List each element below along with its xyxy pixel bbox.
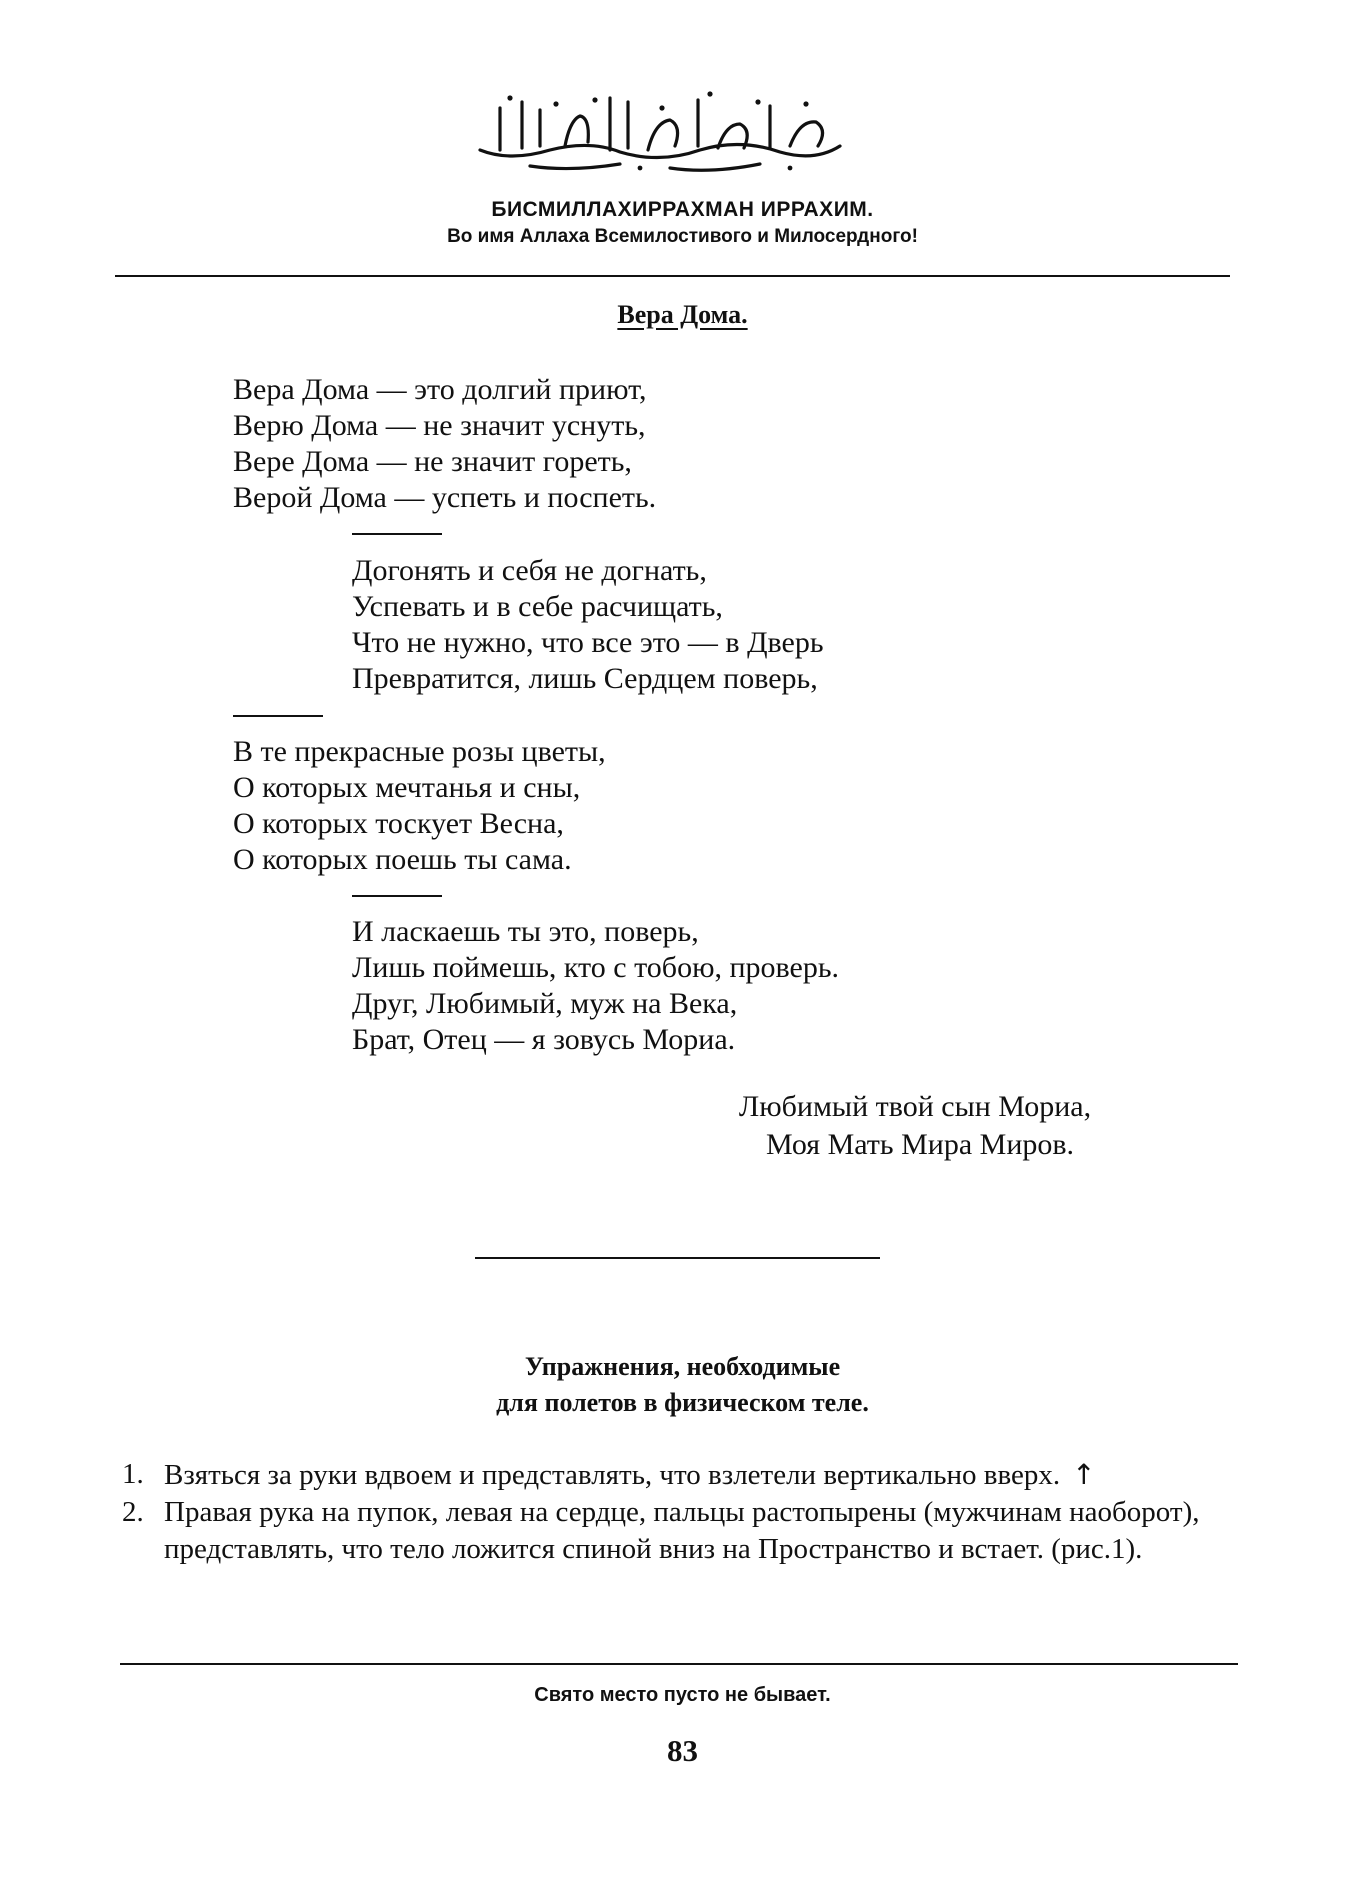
list-item-number: 2.	[122, 1496, 144, 1528]
section-divider	[475, 1257, 880, 1259]
list-item-number: 1.	[122, 1458, 144, 1490]
stanza-divider	[352, 895, 442, 897]
header-divider	[115, 275, 1230, 277]
poem-line: И ласкаешь ты это, поверь,	[352, 915, 699, 948]
up-arrow-icon: ↑	[1072, 1458, 1096, 1491]
poem-title: Вера Дома.	[617, 300, 748, 329]
stanza-divider	[352, 533, 442, 535]
poem-signature	[700, 1088, 1130, 1164]
signature-line: Любимый твой сын Мориа,	[738, 1090, 1092, 1123]
poem-line: Что не нужно, что все это — в Дверь	[352, 626, 824, 659]
poem-line: Вере Дома — не значит гореть,	[233, 445, 632, 478]
poem-line: Верю Дома — не значит уснуть,	[233, 409, 646, 442]
poem-line: Друг, Любимый, муж на Века,	[352, 987, 738, 1020]
poem-line: В те прекрасные розы цветы,	[233, 735, 606, 768]
exercises-title-line: Упражнения, необходимые	[524, 1352, 841, 1381]
list-item	[122, 1456, 1242, 1494]
poem-line: Догонять и себя не догнать,	[352, 554, 707, 587]
bismillah-calligraphy-icon	[470, 80, 850, 175]
poem-line: Превратится, лишь Сердцем поверь,	[352, 662, 818, 695]
stanza-divider	[233, 715, 323, 717]
list-item	[122, 1494, 1242, 1568]
poem-line: Успевать и в себе расчищать,	[352, 590, 723, 623]
poem-stanza-4	[352, 914, 839, 1058]
poem-line: О которых поешь ты сама.	[233, 843, 572, 876]
poem-stanza-1	[233, 372, 656, 516]
page-number: 83	[667, 1733, 698, 1768]
header-subtitle: Во имя Аллаха Всемилостивого и Милосердного!	[447, 226, 918, 247]
poem-line: О которых мечтанья и сны,	[233, 771, 581, 804]
poem-stanza-3	[233, 734, 606, 878]
list-item-text: Взяться за руки вдвоем и представлять, что взлетели вертикально вверх.	[164, 1459, 1061, 1491]
header-title: БИСМИЛЛАХИРРАХМАН ИРРАХИМ.	[491, 198, 874, 221]
exercises-title	[0, 1349, 1365, 1421]
poem-line: Лишь поймешь, кто с тобою, проверь.	[352, 951, 840, 984]
footer-divider	[120, 1663, 1238, 1665]
poem-line: Брат, Отец — я зовусь Мориа.	[352, 1023, 736, 1056]
signature-line: Моя Мать Мира Миров.	[765, 1128, 1075, 1161]
list-item-text: Правая рука на пупок, левая на сердце, пальцы растопырены (мужчинам наоборот), представлять, что тело ложится спиной вниз на Пространство и встает. (рис.1).	[164, 1496, 1200, 1565]
footer-motto: Свято место пусто не бывает.	[534, 1684, 831, 1706]
poem-line: Вера Дома — это долгий приют,	[233, 373, 647, 406]
exercises-list	[122, 1456, 1242, 1568]
poem-stanza-2	[352, 553, 824, 697]
exercises-title-line: для полетов в физическом теле.	[496, 1388, 869, 1417]
poem-line: О которых тоскует Весна,	[233, 807, 564, 840]
poem-line: Верой Дома — успеть и поспеть.	[233, 481, 657, 514]
